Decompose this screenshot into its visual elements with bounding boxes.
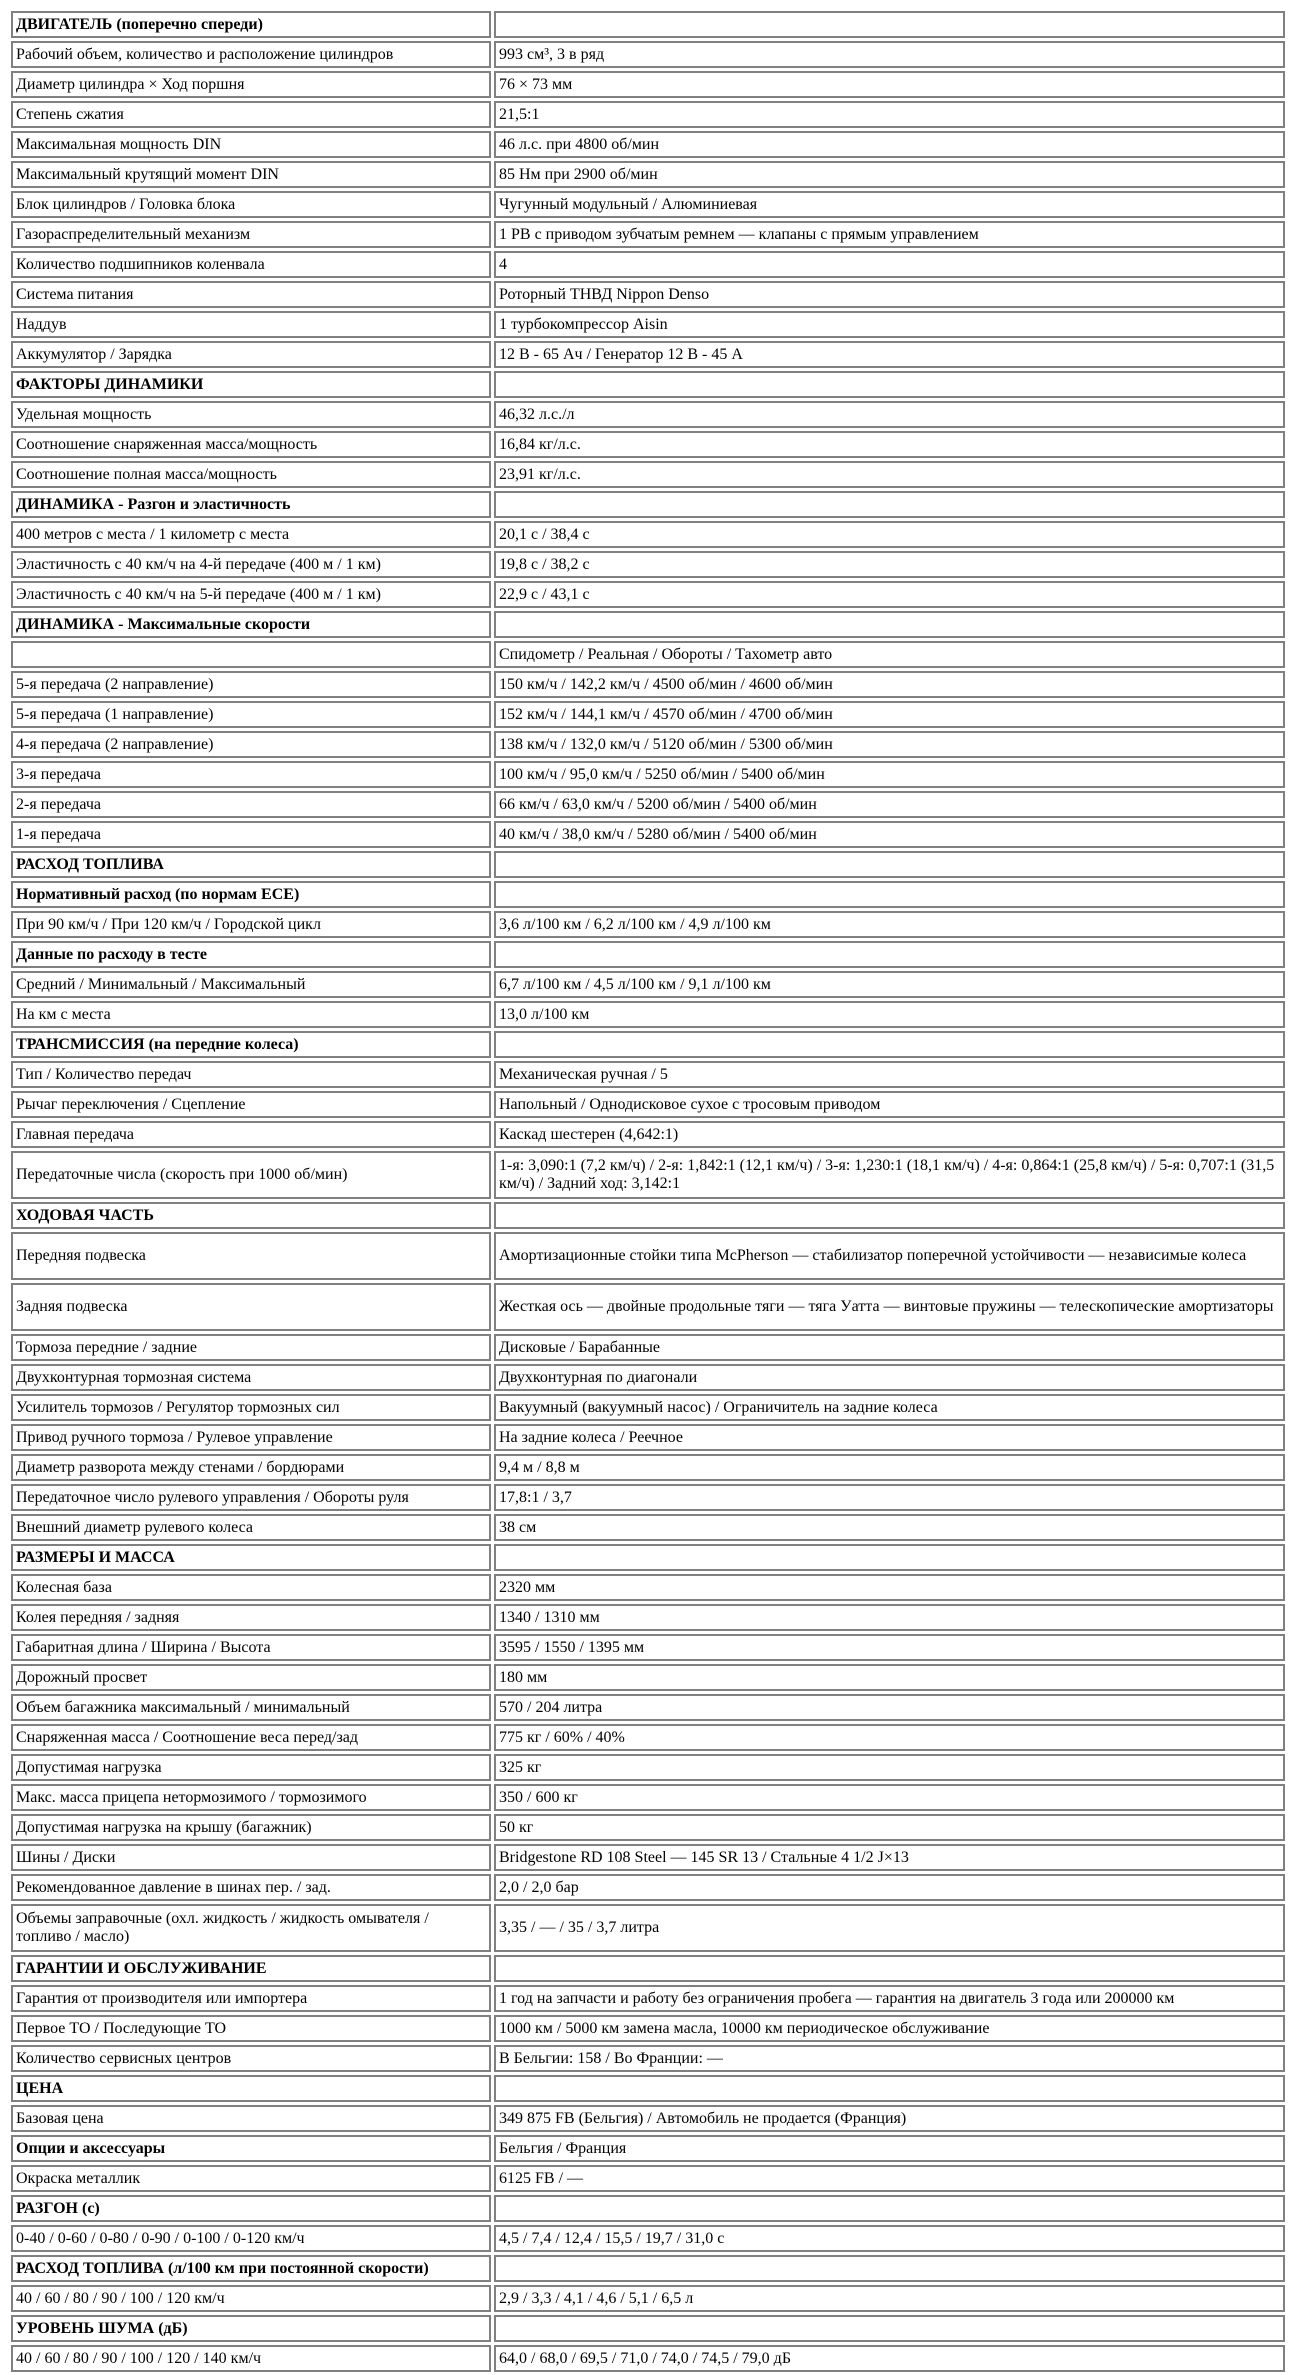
spec-value: Вакуумный (вакуумный насос) / Ограничитель на задние колеса [494, 1394, 1285, 1421]
section-title: РАЗГОН (с) [11, 2195, 491, 2222]
spec-label: Объем багажника максимальный / минимальный [11, 1694, 491, 1721]
spec-label: Первое ТО / Последующие ТО [11, 2015, 491, 2042]
spec-label: Количество сервисных центров [11, 2045, 491, 2072]
section-header-row [11, 851, 1285, 878]
spec-label: Макс. масса прицепа нетормозимого / тормозимого [11, 1784, 491, 1811]
spec-table-body [11, 11, 1285, 2372]
spec-row [11, 221, 1285, 248]
spec-label: Допустимая нагрузка на крышу (багажник) [11, 1814, 491, 1841]
spec-value [494, 2195, 1285, 2222]
spec-row [11, 161, 1285, 188]
spec-value: 4 [494, 251, 1285, 278]
spec-label: Объемы заправочные (охл. жидкость / жидкость омывателя / топливо / масло) [11, 1904, 491, 1952]
spec-label: Дорожный просвет [11, 1664, 491, 1691]
spec-value: 1340 / 1310 мм [494, 1604, 1285, 1631]
spec-row [11, 2225, 1285, 2252]
spec-label: Задняя подвеска [11, 1283, 491, 1331]
spec-row [11, 311, 1285, 338]
spec-label: Степень сжатия [11, 101, 491, 128]
spec-value: 19,8 с / 38,2 с [494, 551, 1285, 578]
spec-label: Колея передняя / задняя [11, 1604, 491, 1631]
spec-value: Двухконтурная по диагонали [494, 1364, 1285, 1391]
spec-row [11, 251, 1285, 278]
section-title: РАСХОД ТОПЛИВА (л/100 км при постоянной скорости) [11, 2255, 491, 2282]
spec-row [11, 1604, 1285, 1631]
spec-value: 6125 FB / — [494, 2165, 1285, 2192]
section-header-row [11, 941, 1285, 968]
spec-value: 3,6 л/100 км / 6,2 л/100 км / 4,9 л/100 км [494, 911, 1285, 938]
spec-value: 13,0 л/100 км [494, 1001, 1285, 1028]
spec-label: При 90 км/ч / При 120 км/ч / Городской цикл [11, 911, 491, 938]
spec-row [11, 971, 1285, 998]
spec-label: Диаметр цилиндра × Ход поршня [11, 71, 491, 98]
spec-row [11, 461, 1285, 488]
spec-value: Дисковые / Барабанные [494, 1334, 1285, 1361]
spec-row [11, 2015, 1285, 2042]
spec-value: 22,9 с / 43,1 с [494, 581, 1285, 608]
spec-label: Удельная мощность [11, 401, 491, 428]
spec-row [11, 521, 1285, 548]
spec-row [11, 731, 1285, 758]
spec-row [11, 1061, 1285, 1088]
spec-row [11, 1232, 1285, 1280]
spec-value: 46,32 л.с./л [494, 401, 1285, 428]
spec-label: 5-я передача (2 направление) [11, 671, 491, 698]
spec-row [11, 1814, 1285, 1841]
spec-label: Окраска металлик [11, 2165, 491, 2192]
spec-value: 85 Нм при 2900 об/мин [494, 161, 1285, 188]
spec-row [11, 2285, 1285, 2312]
spec-row [11, 1334, 1285, 1361]
section-title: Данные по расходу в тесте [11, 941, 491, 968]
spec-row [11, 191, 1285, 218]
spec-label: Рабочий объем, количество и расположение цилиндров [11, 41, 491, 68]
spec-row [11, 2105, 1285, 2132]
spec-value: 64,0 / 68,0 / 69,5 / 71,0 / 74,0 / 74,5 / 79,0 дБ [494, 2345, 1285, 2372]
spec-label: Шины / Диски [11, 1844, 491, 1871]
spec-value [494, 1031, 1285, 1058]
spec-value [494, 1544, 1285, 1571]
spec-label: 0-40 / 0-60 / 0-80 / 0-90 / 0-100 / 0-120 км/ч [11, 2225, 491, 2252]
spec-label: 5-я передача (1 направление) [11, 701, 491, 728]
spec-label: Рекомендованное давление в шинах пер. / зад. [11, 1874, 491, 1901]
spec-label: На км с места [11, 1001, 491, 1028]
spec-value: 152 км/ч / 144,1 км/ч / 4570 об/мин / 4700 об/мин [494, 701, 1285, 728]
spec-row [11, 1514, 1285, 1541]
spec-label: Наддув [11, 311, 491, 338]
spec-label: Усилитель тормозов / Регулятор тормозных сил [11, 1394, 491, 1421]
section-header-row [11, 2135, 1285, 2162]
spec-label: Передняя подвеска [11, 1232, 491, 1280]
spec-label: Допустимая нагрузка [11, 1754, 491, 1781]
spec-row [11, 821, 1285, 848]
spec-label: Эластичность с 40 км/ч на 4-й передаче (400 м / 1 км) [11, 551, 491, 578]
spec-row [11, 1394, 1285, 1421]
spec-value: На задние колеса / Реечное [494, 1424, 1285, 1451]
spec-value: 100 км/ч / 95,0 км/ч / 5250 об/мин / 5400 об/мин [494, 761, 1285, 788]
spec-value: 138 км/ч / 132,0 км/ч / 5120 об/мин / 5300 об/мин [494, 731, 1285, 758]
section-header-row [11, 2315, 1285, 2342]
spec-row [11, 401, 1285, 428]
spec-row [11, 101, 1285, 128]
spec-value: 2,0 / 2,0 бар [494, 1874, 1285, 1901]
spec-row [11, 2045, 1285, 2072]
spec-row [11, 1634, 1285, 1661]
spec-row [11, 1694, 1285, 1721]
spec-label: Главная передача [11, 1121, 491, 1148]
spec-label: Аккумулятор / Зарядка [11, 341, 491, 368]
section-title: Опции и аксессуары [11, 2135, 491, 2162]
spec-value: В Бельгии: 158 / Во Франции: — [494, 2045, 1285, 2072]
spec-value [494, 491, 1285, 518]
spec-value: Механическая ручная / 5 [494, 1061, 1285, 1088]
spec-row [11, 1574, 1285, 1601]
section-title: ФАКТОРЫ ДИНАМИКИ [11, 371, 491, 398]
spec-row [11, 1151, 1285, 1199]
spec-label: Максимальная мощность DIN [11, 131, 491, 158]
spec-row [11, 1364, 1285, 1391]
spec-row [11, 641, 1285, 668]
spec-row [11, 1283, 1285, 1331]
spec-table [8, 8, 1288, 2375]
spec-label: Блок цилиндров / Головка блока [11, 191, 491, 218]
spec-value: 993 см³, 3 в ряд [494, 41, 1285, 68]
spec-row [11, 701, 1285, 728]
spec-value: 50 кг [494, 1814, 1285, 1841]
spec-row [11, 281, 1285, 308]
section-title: ЦЕНА [11, 2075, 491, 2102]
spec-row [11, 1664, 1285, 1691]
spec-label: Передаточное число рулевого управления / Обороты руля [11, 1484, 491, 1511]
spec-value [494, 1955, 1285, 1982]
spec-row [11, 1091, 1285, 1118]
spec-label: Передаточные числа (скорость при 1000 об/мин) [11, 1151, 491, 1199]
spec-value: 21,5:1 [494, 101, 1285, 128]
spec-label: Соотношение полная масса/мощность [11, 461, 491, 488]
spec-value: 150 км/ч / 142,2 км/ч / 4500 об/мин / 4600 об/мин [494, 671, 1285, 698]
spec-label: Привод ручного тормоза / Рулевое управление [11, 1424, 491, 1451]
spec-value: 1-я: 3,090:1 (7,2 км/ч) / 2-я: 1,842:1 (12,1 км/ч) / 3-я: 1,230:1 (18,1 км/ч) / 4-я: 0,864:1 (25,8 км/ч) / 5-я: 0,707:1 (31,5 км/ч) / Задний ход: 3,142:1 [494, 1151, 1285, 1199]
spec-value: 40 км/ч / 38,0 км/ч / 5280 об/мин / 5400 об/мин [494, 821, 1285, 848]
spec-value: 2320 мм [494, 1574, 1285, 1601]
spec-value: 1000 км / 5000 км замена масла, 10000 км периодическое обслуживание [494, 2015, 1285, 2042]
spec-value: 1 РВ с приводом зубчатым ремнем — клапаны с прямым управлением [494, 221, 1285, 248]
spec-label: 3-я передача [11, 761, 491, 788]
spec-value: 325 кг [494, 1754, 1285, 1781]
spec-value: 3595 / 1550 / 1395 мм [494, 1634, 1285, 1661]
section-header-row [11, 2075, 1285, 2102]
spec-row [11, 71, 1285, 98]
spec-label: 40 / 60 / 80 / 90 / 100 / 120 км/ч [11, 2285, 491, 2312]
spec-value: Роторный ТНВД Nippon Denso [494, 281, 1285, 308]
spec-value [494, 881, 1285, 908]
spec-label: Базовая цена [11, 2105, 491, 2132]
section-header-row [11, 2255, 1285, 2282]
spec-row [11, 1844, 1285, 1871]
section-header-row [11, 881, 1285, 908]
spec-row [11, 551, 1285, 578]
spec-value: 4,5 / 7,4 / 12,4 / 15,5 / 19,7 / 31,0 с [494, 2225, 1285, 2252]
spec-label [11, 641, 491, 668]
spec-row [11, 1904, 1285, 1952]
spec-label: Диаметр разворота между стенами / бордюрами [11, 1454, 491, 1481]
spec-label: 40 / 60 / 80 / 90 / 100 / 120 / 140 км/ч [11, 2345, 491, 2372]
spec-value: Спидометр / Реальная / Обороты / Тахометр авто [494, 641, 1285, 668]
spec-row [11, 761, 1285, 788]
spec-value [494, 2255, 1285, 2282]
spec-value: 12 В - 65 Ач / Генератор 12 В - 45 А [494, 341, 1285, 368]
spec-value: 350 / 600 кг [494, 1784, 1285, 1811]
spec-value [494, 2075, 1285, 2102]
spec-row [11, 2165, 1285, 2192]
spec-row [11, 1784, 1285, 1811]
spec-value: Жесткая ось — двойные продольные тяги — тяга Уатта — винтовые пружины — телескопические амортизаторы [494, 1283, 1285, 1331]
spec-row [11, 341, 1285, 368]
section-header-row [11, 11, 1285, 38]
spec-row [11, 1484, 1285, 1511]
section-title: РАСХОД ТОПЛИВА [11, 851, 491, 878]
spec-value [494, 1202, 1285, 1229]
section-title: ТРАНСМИССИЯ (на передние колеса) [11, 1031, 491, 1058]
spec-label: Снаряженная масса / Соотношение веса перед/зад [11, 1724, 491, 1751]
spec-label: Колесная база [11, 1574, 491, 1601]
spec-label: Количество подшипников коленвала [11, 251, 491, 278]
spec-value: Амортизационные стойки типа McPherson — стабилизатор поперечной устойчивости — независимые колеса [494, 1232, 1285, 1280]
spec-label: Тип / Количество передач [11, 1061, 491, 1088]
spec-value: 17,8:1 / 3,7 [494, 1484, 1285, 1511]
spec-row [11, 1454, 1285, 1481]
section-header-row [11, 371, 1285, 398]
spec-value: 38 см [494, 1514, 1285, 1541]
spec-value: 3,35 / — / 35 / 3,7 литра [494, 1904, 1285, 1952]
spec-label: Габаритная длина / Ширина / Высота [11, 1634, 491, 1661]
spec-value [494, 611, 1285, 638]
section-title: ДИНАМИКА - Максимальные скорости [11, 611, 491, 638]
spec-row [11, 1754, 1285, 1781]
spec-value: 66 км/ч / 63,0 км/ч / 5200 об/мин / 5400 об/мин [494, 791, 1285, 818]
spec-value: 1 турбокомпрессор Aisin [494, 311, 1285, 338]
spec-label: Эластичность с 40 км/ч на 5-й передаче (400 м / 1 км) [11, 581, 491, 608]
section-title: ХОДОВАЯ ЧАСТЬ [11, 1202, 491, 1229]
spec-label: Гарантия от производителя или импортера [11, 1985, 491, 2012]
spec-value: 46 л.с. при 4800 об/мин [494, 131, 1285, 158]
spec-row [11, 581, 1285, 608]
spec-label: Рычаг переключения / Сцепление [11, 1091, 491, 1118]
spec-value [494, 11, 1285, 38]
section-header-row [11, 1955, 1285, 1982]
spec-row [11, 671, 1285, 698]
section-header-row [11, 1544, 1285, 1571]
section-header-row [11, 611, 1285, 638]
spec-row [11, 1001, 1285, 1028]
spec-row [11, 1985, 1285, 2012]
spec-row [11, 1724, 1285, 1751]
spec-row [11, 2345, 1285, 2372]
section-header-row [11, 1202, 1285, 1229]
spec-row [11, 1874, 1285, 1901]
spec-label: Тормоза передние / задние [11, 1334, 491, 1361]
section-title: ГАРАНТИИ И ОБСЛУЖИВАНИЕ [11, 1955, 491, 1982]
section-title: УРОВЕНЬ ШУМА (дБ) [11, 2315, 491, 2342]
spec-value [494, 371, 1285, 398]
spec-value [494, 851, 1285, 878]
spec-label: 4-я передача (2 направление) [11, 731, 491, 758]
spec-label: 2-я передача [11, 791, 491, 818]
spec-value [494, 2315, 1285, 2342]
spec-row [11, 911, 1285, 938]
spec-row [11, 1121, 1285, 1148]
spec-label: Внешний диаметр рулевого колеса [11, 1514, 491, 1541]
section-title: РАЗМЕРЫ И МАССА [11, 1544, 491, 1571]
spec-value: 76 × 73 мм [494, 71, 1285, 98]
spec-value: Чугунный модульный / Алюминиевая [494, 191, 1285, 218]
spec-value: 180 мм [494, 1664, 1285, 1691]
spec-label: Двухконтурная тормозная система [11, 1364, 491, 1391]
spec-label: Максимальный крутящий момент DIN [11, 161, 491, 188]
spec-label: Соотношение снаряженная масса/мощность [11, 431, 491, 458]
spec-label: Газораспределительный механизм [11, 221, 491, 248]
spec-label: 1-я передача [11, 821, 491, 848]
section-title: Нормативный расход (по нормам ЕСЕ) [11, 881, 491, 908]
spec-value: Бельгия / Франция [494, 2135, 1285, 2162]
section-header-row [11, 2195, 1285, 2222]
spec-value: 570 / 204 литра [494, 1694, 1285, 1721]
spec-value: 1 год на запчасти и работу без ограничения пробега — гарантия на двигатель 3 года или 200000 км [494, 1985, 1285, 2012]
spec-value: 775 кг / 60% / 40% [494, 1724, 1285, 1751]
spec-label: Система питания [11, 281, 491, 308]
section-header-row [11, 491, 1285, 518]
spec-value: 9,4 м / 8,8 м [494, 1454, 1285, 1481]
spec-value: 23,91 кг/л.с. [494, 461, 1285, 488]
spec-value: 2,9 / 3,3 / 4,1 / 4,6 / 5,1 / 6,5 л [494, 2285, 1285, 2312]
spec-row [11, 131, 1285, 158]
spec-value: 20,1 с / 38,4 с [494, 521, 1285, 548]
spec-label: Средний / Минимальный / Максимальный [11, 971, 491, 998]
section-title: ДИНАМИКА - Разгон и эластичность [11, 491, 491, 518]
section-title: ДВИГАТЕЛЬ (поперечно спереди) [11, 11, 491, 38]
spec-row [11, 431, 1285, 458]
spec-row [11, 41, 1285, 68]
spec-value: Напольный / Однодисковое сухое с тросовым приводом [494, 1091, 1285, 1118]
spec-value: 349 875 FB (Бельгия) / Автомобиль не продается (Франция) [494, 2105, 1285, 2132]
spec-row [11, 791, 1285, 818]
spec-row [11, 1424, 1285, 1451]
spec-value: Bridgestone RD 108 Steel — 145 SR 13 / Стальные 4 1/2 J×13 [494, 1844, 1285, 1871]
section-header-row [11, 1031, 1285, 1058]
spec-value: 6,7 л/100 км / 4,5 л/100 км / 9,1 л/100 км [494, 971, 1285, 998]
spec-value [494, 941, 1285, 968]
spec-label: 400 метров с места / 1 километр с места [11, 521, 491, 548]
spec-value: 16,84 кг/л.с. [494, 431, 1285, 458]
spec-value: Каскад шестерен (4,642:1) [494, 1121, 1285, 1148]
